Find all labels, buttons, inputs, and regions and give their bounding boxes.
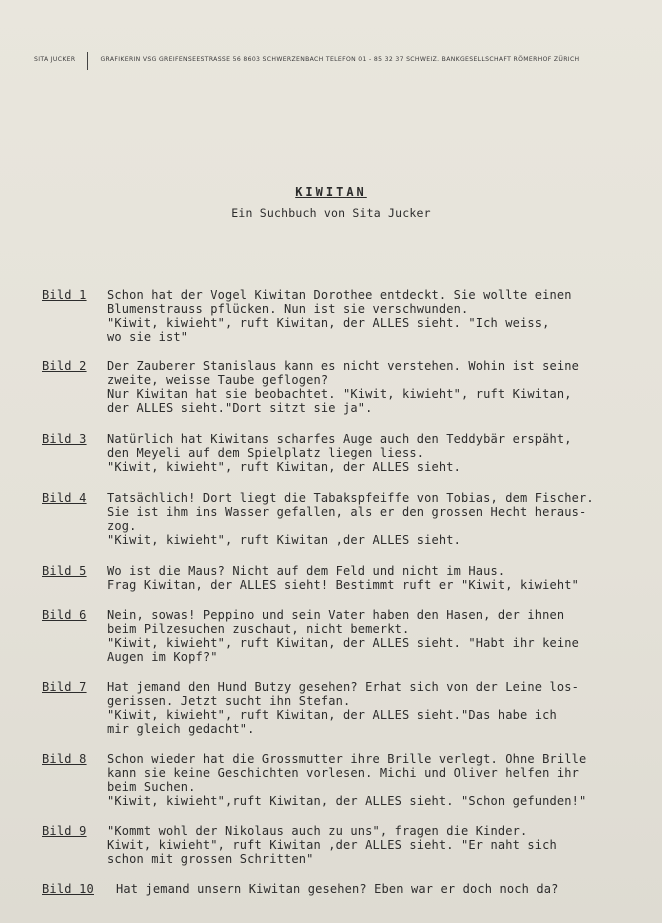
entry-label: Bild 10: [42, 882, 94, 896]
entry-line: Wo ist die Maus? Nicht auf dem Feld und nicht im Haus.: [107, 564, 506, 578]
entry-line: "Kiwit, kiwieht", ruft Kiwitan, der ALLES sieht.: [107, 460, 461, 474]
entry-label: Bild 1: [42, 288, 87, 302]
entry-line: mir gleich gedacht".: [107, 722, 255, 736]
entry-line: zweite, weisse Taube geflogen?: [107, 373, 329, 387]
entry-line: der ALLES sieht."Dort sitzt sie ja".: [107, 401, 373, 415]
entry-label: Bild 7: [42, 680, 87, 694]
entry-line: beim Suchen.: [107, 780, 196, 794]
document-subtitle: Ein Suchbuch von Sita Jucker: [231, 206, 431, 220]
document-title-wrap: [0, 185, 662, 199]
entry-label: Bild 2: [42, 359, 87, 373]
entry-line: schon mit grossen Schritten": [107, 852, 314, 866]
entry-label: Bild 4: [42, 491, 87, 505]
entry-line: den Meyeli auf dem Spielplatz liegen liess.: [107, 446, 425, 460]
entry-line: Hat jemand unsern Kiwitan gesehen? Eben war er doch noch da?: [116, 882, 559, 896]
entry-line: Blumenstrauss pflücken. Nun ist sie verschwunden.: [107, 302, 469, 316]
entry-line: Schon wieder hat die Grossmutter ihre Brille verlegt. Ohne Brille: [107, 752, 587, 766]
letterhead-sender: SITA JUCKER: [34, 56, 76, 63]
entry-line: beim Pilzesuchen zuschaut, nicht bemerkt.: [107, 622, 410, 636]
entry-line: "Kiwit, kiwieht", ruft Kiwitan, der ALLES sieht. "Ich weiss,: [107, 316, 550, 330]
entry-line: zog.: [107, 519, 137, 533]
entry-line: Augen im Kopf?": [107, 650, 218, 664]
entry-line: "Kiwit, kiwieht", ruft Kiwitan ,der ALLES sieht.: [107, 533, 461, 547]
entry-text: [107, 432, 657, 474]
entry-line: Schon hat der Vogel Kiwitan Dorothee entdeckt. Sie wollte einen: [107, 288, 572, 302]
entry-line: Frag Kiwitan, der ALLES sieht! Bestimmt ruft er "Kiwit, kiwieht": [107, 578, 579, 592]
entry-line: Nur Kiwitan hat sie beobachtet. "Kiwit, kiwieht", ruft Kiwitan,: [107, 387, 572, 401]
entry-line: Hat jemand den Hund Butzy gesehen? Erhat sich von der Leine los-: [107, 680, 579, 694]
entry-line: gerissen. Jetzt sucht ihn Stefan.: [107, 694, 351, 708]
entry-line: "Kiwit, kiwieht",ruft Kiwitan, der ALLES sieht. "Schon gefunden!": [107, 794, 587, 808]
entry-text: [107, 288, 657, 344]
entry-line: "Kiwit, kiwieht", ruft Kiwitan, der ALLES sieht."Das habe ich: [107, 708, 557, 722]
letterhead-divider: [87, 52, 88, 70]
entry-text: [116, 882, 662, 896]
entry-text: [107, 491, 657, 547]
document-title: KIWITAN: [295, 185, 367, 199]
entry-text: [107, 564, 657, 592]
entry-line: Natürlich hat Kiwitans scharfes Auge auch den Teddybär erspäht,: [107, 432, 572, 446]
letterhead-contact-info: GRAFIKERIN VSG GREIFENSEESTRASSE 56 8603 SCHWERZENBACH TELEFON 01 - 85 32 37 SCHWEIZ. BANKGESELLSCHAFT RÖMERHOF ZÜRICH: [100, 56, 580, 63]
entry-text: [107, 752, 657, 808]
entry-line: "Kommt wohl der Nikolaus auch zu uns", fragen die Kinder.: [107, 824, 528, 838]
entry-line: wo sie ist": [107, 330, 189, 344]
entry-text: [107, 680, 657, 736]
letterhead: [34, 56, 652, 70]
entry-label: Bild 5: [42, 564, 87, 578]
entry-label: Bild 3: [42, 432, 87, 446]
entry-line: Der Zauberer Stanislaus kann es nicht verstehen. Wohin ist seine: [107, 359, 579, 373]
entry-label: Bild 9: [42, 824, 87, 838]
entry-text: [107, 824, 657, 866]
entry-line: Sie ist ihm ins Wasser gefallen, als er den grossen Hecht heraus-: [107, 505, 587, 519]
entry-line: Nein, sowas! Peppino und sein Vater haben den Hasen, der ihnen: [107, 608, 565, 622]
entry-text: [107, 608, 657, 664]
entry-line: "Kiwit, kiwieht", ruft Kiwitan, der ALLES sieht. "Habt ihr keine: [107, 636, 579, 650]
entry-label: Bild 8: [42, 752, 87, 766]
entry-line: Tatsächlich! Dort liegt die Tabakspfeiffe von Tobias, dem Fischer.: [107, 491, 594, 505]
entry-label: Bild 6: [42, 608, 87, 622]
entry-line: kann sie keine Geschichten vorlesen. Michi und Oliver helfen ihr: [107, 766, 579, 780]
entry-line: Kiwit, kiwieht", ruft Kiwitan ,der ALLES sieht. "Er naht sich: [107, 838, 557, 852]
entry-text: [107, 359, 657, 415]
